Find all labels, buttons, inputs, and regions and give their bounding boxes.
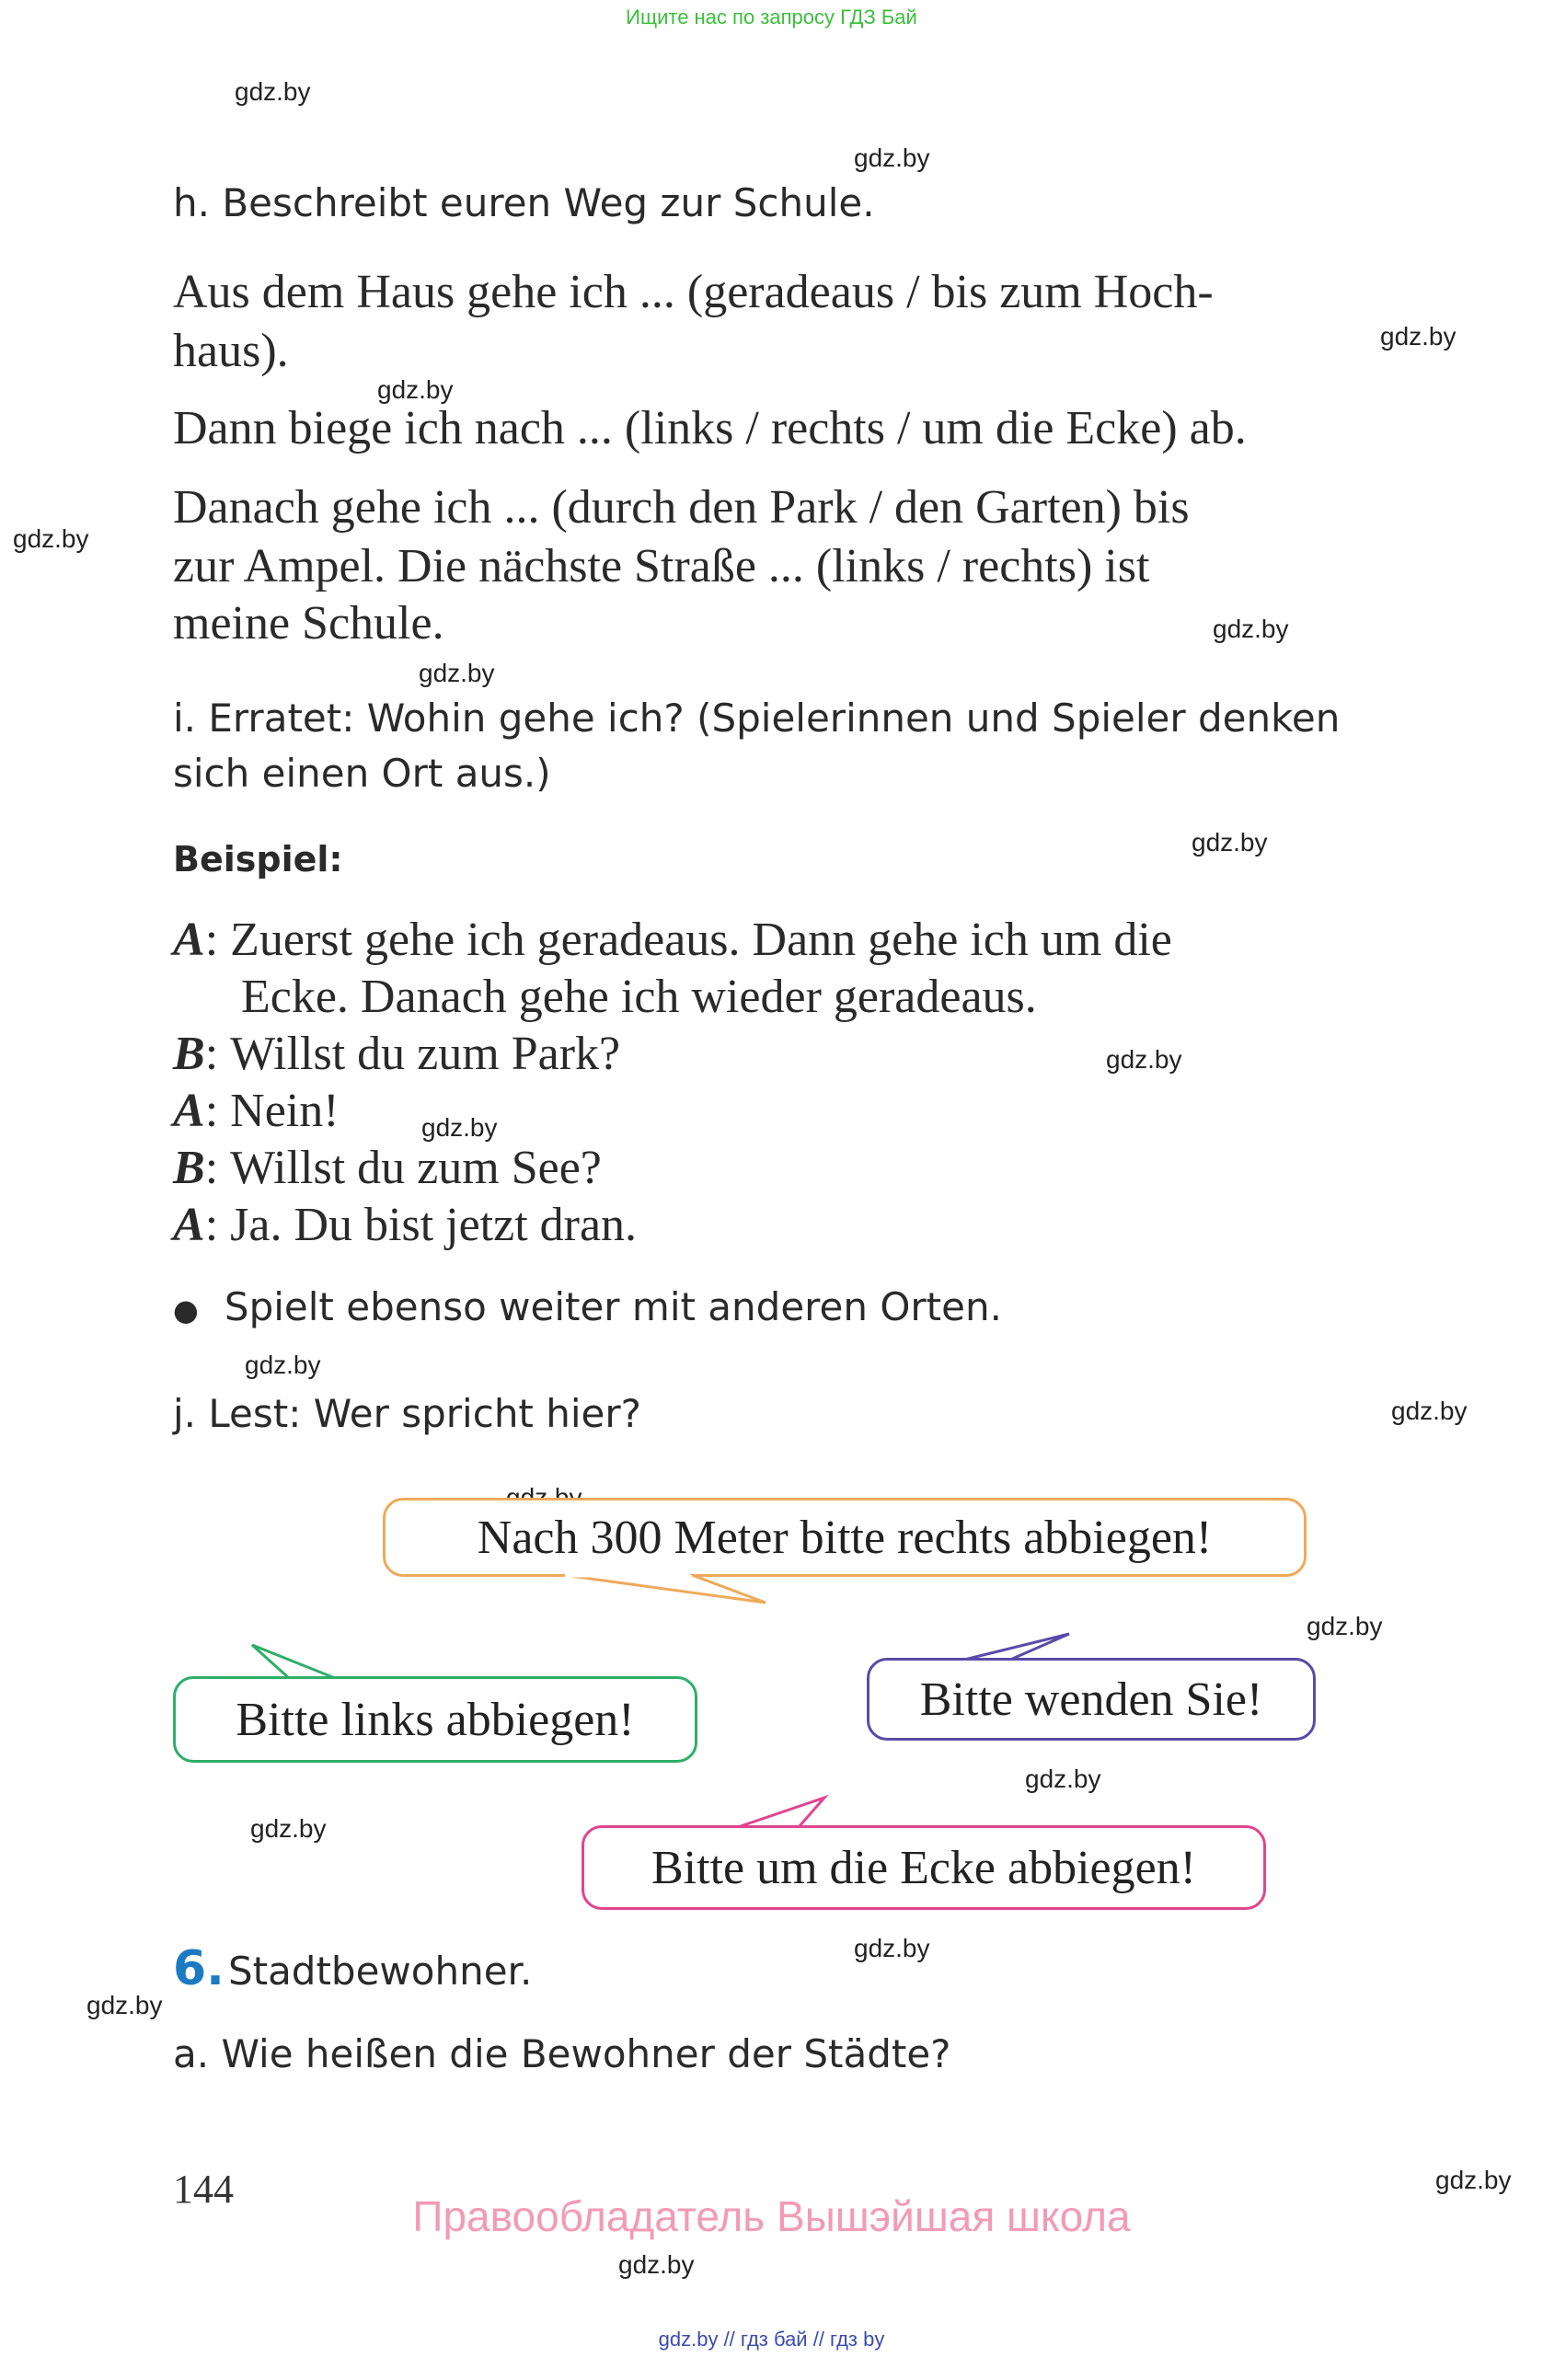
- watermark: gdz.by: [1106, 1045, 1182, 1074]
- speaker-label: A: [173, 1085, 205, 1137]
- dialogue-text: Ja. Du bist jetzt dran.: [230, 1199, 638, 1251]
- watermark: gdz.by: [1192, 828, 1268, 857]
- speech-bubble-purple: [867, 1658, 1316, 1741]
- speaker-colon: :: [204, 914, 219, 966]
- example-label: Beispiel:: [173, 839, 343, 880]
- bubble-text: Bitte wenden Sie!: [919, 1673, 1263, 1726]
- bubble-tail-purple: [964, 1634, 1069, 1660]
- watermark: gdz.by: [235, 77, 311, 106]
- task-h-line: zur Ampel. Die nächste Straße ... (links / rechts) ist: [173, 540, 1150, 592]
- task-h-line: Aus dem Haus gehe ich ... (geradeaus / bis zum Hoch-: [173, 266, 1214, 318]
- watermark: gdz.by: [421, 1113, 498, 1142]
- dialogue-text: Ecke. Danach gehe ich wieder geradeaus.: [241, 971, 1037, 1023]
- speaker-colon: :: [204, 1199, 219, 1251]
- dialogue-text: Nein!: [230, 1085, 340, 1137]
- watermark: gdz.by: [1025, 1765, 1101, 1793]
- watermark: gdz.by: [245, 1351, 321, 1379]
- task-i-title-continued: sich einen Ort aus.): [173, 751, 551, 796]
- bubble-text: Bitte links abbiegen!: [236, 1693, 635, 1746]
- task-i-title: i. Erratet: Wohin gehe ich? (Spielerinnen und Spieler denken: [173, 696, 1341, 741]
- speech-bubble-pink: [582, 1825, 1266, 1910]
- speaker-label: A: [173, 914, 205, 966]
- watermark: gdz.by: [377, 375, 454, 404]
- speaker-label: B: [173, 1028, 205, 1080]
- speaker-colon: :: [204, 1028, 219, 1080]
- dialogue-text: Willst du zum See?: [230, 1142, 602, 1194]
- footer-links: gdz.by // гдз бай // гдз by: [658, 2328, 885, 2351]
- speaker-colon: :: [204, 1085, 219, 1137]
- copyright-owner: Правообладатель Вышэйшая школа: [412, 2192, 1131, 2240]
- watermark: gdz.by: [1435, 2166, 1512, 2194]
- dialogue-text: Willst du zum Park?: [230, 1028, 621, 1080]
- bullet-icon: ●: [173, 1292, 199, 1328]
- speaker-label: B: [173, 1142, 205, 1194]
- exercise-6-heading: [173, 1941, 532, 1996]
- watermark: gdz.by: [250, 1814, 327, 1843]
- bubble-tail-pink: [738, 1798, 824, 1827]
- watermark: gdz.by: [854, 144, 930, 172]
- exercise-title: Stadtbewohner.: [227, 1949, 533, 1994]
- task-h-line: Dann biege ich nach ... (links / rechts / um die Ecke) ab.: [173, 402, 1247, 454]
- top-search-note: Ищите нас по запросу ГДЗ Бай: [626, 6, 917, 29]
- task-h-line: meine Schule.: [173, 597, 444, 650]
- bubble-text: Nach 300 Meter bitte rechts abbiegen!: [477, 1511, 1213, 1564]
- speaker-label: A: [173, 1199, 205, 1251]
- watermark: gdz.by: [1380, 322, 1457, 351]
- dialogue-text: Zuerst gehe ich geradeaus. Dann gehe ich um die: [230, 914, 1172, 966]
- watermark: gdz.by: [419, 659, 495, 687]
- watermark: gdz.by: [13, 524, 89, 553]
- bubble-tail-orange: [563, 1575, 766, 1603]
- watermark: gdz.by: [854, 1934, 930, 1962]
- task-h-line: haus).: [173, 325, 289, 377]
- watermark: gdz.by: [86, 1991, 163, 2019]
- task-h-line: Danach gehe ich ... (durch den Park / den Garten) bis: [173, 481, 1190, 534]
- speaker-colon: :: [204, 1142, 219, 1194]
- watermark: gdz.by: [1307, 1612, 1383, 1640]
- page-number: 144: [173, 2167, 234, 2212]
- task-j-title: j. Lest: Wer spricht hier?: [173, 1391, 641, 1436]
- task-h-title: h. Beschreibt euren Weg zur Schule.: [173, 180, 875, 225]
- bullet-text: Spielt ebenso weiter mit anderen Orten.: [224, 1284, 1002, 1329]
- exercise-number: 6.: [173, 1941, 225, 1996]
- watermark: gdz.by: [618, 2250, 695, 2279]
- bubble-text: Bitte um die Ecke abbiegen!: [651, 1841, 1196, 1894]
- speech-bubble-green: [173, 1676, 697, 1763]
- watermark: gdz.by: [1213, 615, 1289, 643]
- task-6a-title: a. Wie heißen die Bewohner der Städte?: [173, 2031, 951, 2076]
- watermark: gdz.by: [1391, 1397, 1468, 1425]
- bubble-tail-green: [252, 1645, 335, 1678]
